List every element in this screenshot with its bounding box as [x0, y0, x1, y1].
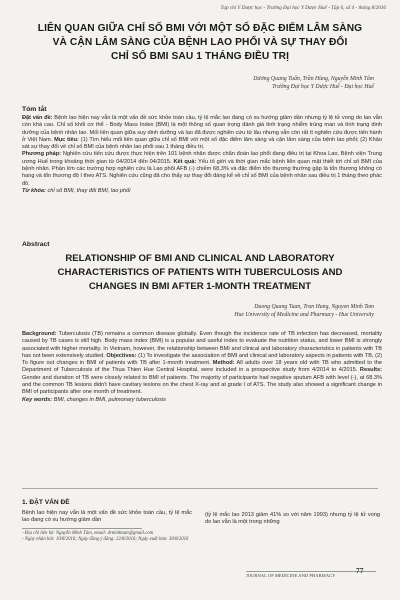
section-label: Đặt vấn đề:: [22, 115, 53, 121]
english-title: [20, 252, 380, 295]
section-label: Background:: [22, 331, 57, 337]
english-affiliation: Hue University of Medicine and Pharmacy - Hue University: [234, 312, 374, 318]
keywords-text: chỉ số BMI, thay đổi BMI, lao phổi: [45, 187, 131, 194]
section-text: Yếu tố giới và thời gian mắc bệnh liên quan mật thiết tới chỉ số BMI của bệnh nhân. Phần lớn các trường hợp nghiên cứu là Lao phổi AFB (-) chiếm 68,3% và đặc điểm tổn thương thường gặp là tổn thương không có hang và tổn thương độ I theo ATS. Nghiên cứu cũng đã cho thấy sự thay đổi đáng kể về chỉ số BMI của bệnh nhân sau điều trị 1 tháng theo phác đồ.: [22, 158, 383, 187]
section-label: Results:: [359, 367, 382, 374]
vietnamese-abstract-paragraph: [22, 151, 382, 187]
vietnamese-keywords: [22, 188, 382, 195]
vietnamese-title-line: VÀ CẬN LÂM SÀNG CỦA BỆNH LAO PHỔI VÀ SỰ THAY ĐỔI: [52, 37, 348, 48]
vietnamese-title: [20, 22, 380, 64]
english-authors: Duong Quang Tuan, Tran Hung, Nguyen Minh Tam: [254, 304, 374, 310]
english-title-line: RELATIONSHIP OF BMI AND CLINICAL AND LABORATORY: [65, 253, 335, 264]
section-text: (1) To investigate the association of BMI and clinical and laboratory aspects in patients with TB, (2) To figure out changes in BMI of patients with TB after 1-month treatment.: [22, 352, 382, 367]
vietnamese-title-line: CHỈ SỐ BMI SAU 1 THÁNG ĐIỀU TRỊ: [111, 51, 289, 62]
vietnamese-abstract-paragraph: [22, 115, 382, 151]
vietnamese-abstract: [22, 115, 382, 195]
section-label: Method:: [212, 360, 235, 367]
journal-footer: JOURNAL OF MEDICINE AND PHARMACY: [246, 571, 376, 578]
intro-left-column: Bệnh lao hiện nay vẫn là một vấn đề sức khỏe toàn cầu, tỷ lệ mắc lao đang có xu hướng giảm dần: [22, 510, 192, 524]
section-label: Objectives:: [106, 352, 137, 359]
keywords-label: Từ khóa:: [22, 187, 46, 194]
section-text: Gender and duration of TB were closely related to BMI of patients. The majority of participants had negative sputum AFB with level (-), at 68.3% and the common TB lesions didn't have cavitary lesions on the chest X-ray and at grade I of ATS. The study also showed a significant change in BMI of participants after one month of treatment.: [22, 374, 382, 396]
running-head: Tạp chí Y Dược học - Trường Đại học Y Dược Huế - Tập 6, số 4 - tháng 8/2016: [220, 5, 386, 11]
intro-heading: 1. ĐẶT VẤN ĐỀ: [22, 499, 70, 506]
footnote-dates: - Ngày nhận bài: 10/8/2016; Ngày đồng ý đăng: 22/8/2016; Ngày xuất bản: 30/8/2016: [22, 537, 189, 543]
section-label: Kết quả:: [173, 158, 197, 165]
section-divider: [22, 488, 378, 489]
section-label: Mục tiêu:: [54, 136, 79, 143]
page-number: 77: [356, 566, 364, 575]
english-byline: [234, 303, 374, 319]
english-title-line: CHANGES IN BMI AFTER 1-MONTH TREATMENT: [88, 281, 312, 293]
section-text: (1) Tìm hiểu mối liên quan giữa chỉ số BMI với một số đặc điểm lâm sàng và cận lâm sàng của bệnh lao phổi; (2) Khảo sát sự thay đổi về chỉ số BMI của bệnh nhân lao phổi sau 1 tháng điều trị.: [22, 136, 382, 151]
section-text: Bệnh lao hiện nay vẫn là một vấn đề sức khỏe toàn cầu, tỷ lệ mắc lao đang có xu hướng giảm dần nhưng tỷ lệ tử vong do lao vẫn còn khá cao. Chỉ số khối cơ thể - Body Mass Index (BMI) là một thông số quan trọng đánh giá tình trạng nhiễm trùng man và tình trạng dinh dưỡng của bệnh nhân lao. Mối liên quan giữa suy dinh dưỡng và lao đã được nghiên cứu từ lâu nhưng vẫn còn rất ít nghiên cứu được tiến hành ở Việt Nam.: [22, 115, 382, 143]
english-abstract: [22, 331, 382, 404]
section-label: Phương pháp:: [22, 151, 62, 158]
section-text: Tuberculosis (TB) remains a common disease globally. Even though the incidence rate of TB infection has decreased, mortality caused by TB cases is still high. Body mass index (BMI) is a popular and useful index to evaluate the nutrition status, and lower BMI is strongly associated with higher mortality. In Vietnam, however, the relationship between BMI and clinical and laboratory characteristics in patients with TB has not been extensively studied.: [22, 331, 382, 359]
keywords-label: Key words:: [22, 396, 53, 403]
vietnamese-title-line: LIÊN QUAN GIỮA CHỈ SỐ BMI VỚI MỘT SỐ ĐẶC ĐIỂM LÂM SÀNG: [37, 23, 363, 34]
footnote-divider: [22, 528, 142, 529]
section-text: Nghiên cứu tiến cứu được thực hiện trên 101 bệnh nhân được chẩn đoán lao phổi đang điều trị tại Khoa Lao, Bệnh viện Trung ương Huế trong khoảng thời gian từ 04/2014 đến 04/2015.: [22, 151, 382, 165]
vietnamese-abstract-heading: Tóm tắt: [22, 106, 47, 113]
vietnamese-affiliation: Trường Đại học Y Dược Huế - Đại học Huế: [272, 84, 374, 90]
english-title-line: CHARACTERISTICS OF PATIENTS WITH TUBERCULOSIS AND: [57, 267, 343, 279]
english-abstract-heading: Abstract: [22, 241, 50, 248]
keywords-text: BMI, changes in BMI, pulmonary tuberculosis: [52, 396, 166, 403]
vietnamese-byline: [253, 75, 374, 91]
section-text: All adults over 18 years old with TB who admitted to the Department of Tuberculosis of the Thua Thien Hue Central Hospital, were included in a prospective study from 4/2014 to 4/2015.: [22, 360, 382, 374]
intro-right-column: (tỷ lệ mắc lao 2013 giảm 41% so với năm 1993) nhưng tỷ lệ tử vong do lao vẫn là một trong những: [205, 512, 380, 526]
english-keywords: [22, 397, 382, 404]
footnotes: [22, 531, 202, 544]
vietnamese-authors: Dương Quang Tuấn, Trần Hùng, Nguyễn Minh Tâm: [253, 76, 374, 82]
english-abstract-paragraph: [22, 331, 382, 397]
footnote-address: - Địa chỉ liên hệ: Nguyễn Minh Tâm, email: drminhtam@gmail.com: [22, 531, 154, 536]
